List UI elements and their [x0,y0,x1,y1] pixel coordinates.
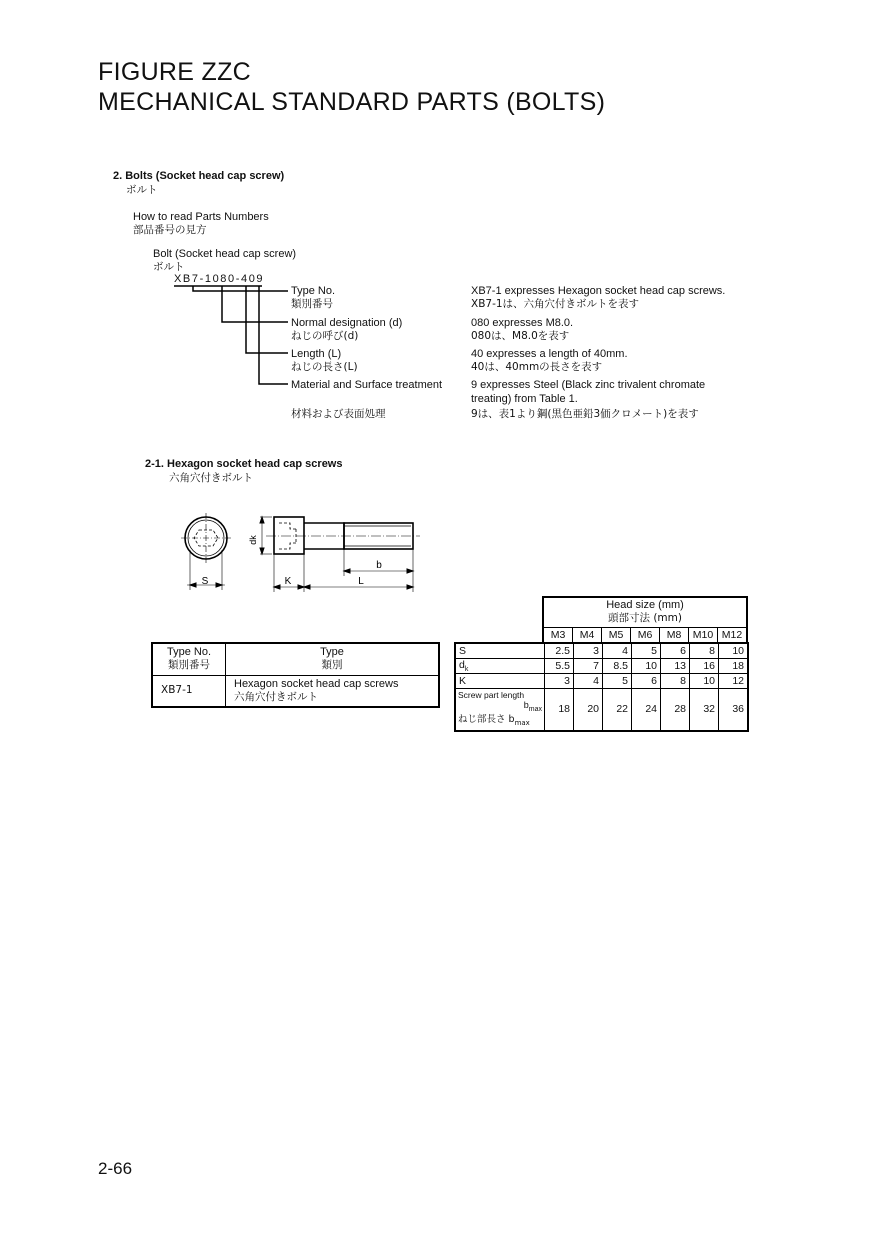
table-row [455,658,748,673]
item-type-no-desc: XB7-1 expresses Hexagon socket head cap screws. [471,285,726,297]
size-col: M3 [543,627,573,642]
table-cell: 4 [603,643,632,658]
item-material-label-jp: 材料および表面処理 [291,408,386,420]
dim-l-label: L [358,576,364,587]
subsection-heading-jp: 六角穴付きボルト [169,472,253,484]
item-length-desc: 40 expresses a length of 40mm. [471,348,628,360]
type-table-col2-en: Type [320,646,344,659]
size-col: M5 [602,627,631,642]
item-type-no-desc-jp: XB7-1は、六角穴付きボルトを表す [471,298,640,310]
head-size-label: Head size (mm) [606,599,684,612]
table-cell: 5 [603,673,632,688]
size-table-header [542,596,748,643]
item-material-desc: 9 expresses Steel (Black zinc trivalent chromate [471,379,706,391]
item-length-label: Length (L) [291,348,342,360]
type-value-en: Hexagon socket head cap screws [234,677,399,690]
type-value-jp: 六角穴付きボルト [234,690,318,703]
type-table-row-type [226,675,440,707]
table-cell: 5 [632,643,661,658]
table-cell: 6 [632,673,661,688]
item-type-no-label: Type No. [291,285,336,297]
head-size-label-jp: 頭部寸法 (mm) [608,612,682,625]
size-table-header-cell [543,597,747,627]
table-cell: 5.5 [545,658,574,673]
dim-s-label: S [201,576,209,587]
item-material-label: Material and Surface treatment [291,379,443,391]
table-cell: 3 [574,643,603,658]
size-col: M12 [718,627,748,642]
table-cell: 20 [574,688,603,731]
size-col: M8 [660,627,689,642]
item-designation-label: Normal designation (d) [291,317,403,329]
size-col: M6 [631,627,660,642]
item-designation-label-jp: ねじの呼び(d) [291,330,359,342]
section-heading: 2. Bolts (Socket head cap screw) [113,170,285,182]
dim-k-label: K [284,576,292,587]
table-cell: 32 [690,688,719,731]
size-col: M10 [689,627,718,642]
table-cell: 10 [632,658,661,673]
size-col: M4 [573,627,602,642]
table-cell: 4 [574,673,603,688]
how-to-read-title-jp: 部品番号の見方 [133,224,207,236]
type-table-col2 [226,643,440,675]
item-designation-desc: 080 expresses M8.0. [471,317,574,329]
table-cell: 16 [690,658,719,673]
item-designation-desc-jp: 080は、M8.0を表す [471,330,570,342]
table-row [455,673,748,688]
dim-b-label: b [376,560,382,571]
row-label: $d_k$ [455,658,545,673]
table-cell: 12 [719,673,749,688]
type-table [151,642,440,708]
table-cell: 8 [690,643,719,658]
item-type-no-label-jp: 類別番号 [291,298,333,310]
type-table-col1-jp: 類別番号 [168,659,210,672]
type-table-row-type-no [152,675,226,707]
table-cell: 6 [661,643,690,658]
page-number: 2-66 [98,1159,133,1178]
item-material-desc-2: treating) from Table 1. [471,393,578,405]
table-cell: 3 [545,673,574,688]
how-to-read-title: How to read Parts Numbers [133,211,269,223]
screw-length-label-jp: ねじ部長さ $b_{max}$ [458,714,530,728]
item-material-desc-jp: 9は、表1より鋼(黒色亜鉛3価クロメート)を表す [471,408,699,420]
table-row [455,688,748,731]
figure-title-line1: FIGURE ZZC [98,58,251,86]
table-cell: 24 [632,688,661,731]
table-row [455,643,748,658]
table-cell: 28 [661,688,690,731]
type-table-col1-en: Type No. [166,646,212,659]
bolt-drawing [0,0,875,600]
screw-length-bmax: $b_{max}$ [523,699,542,713]
row-label: S [455,643,545,658]
size-table [454,642,749,732]
table-cell: 7 [574,658,603,673]
screw-length-label: Screw part length [458,689,525,700]
row-label: K [455,673,545,688]
type-table-col2-jp: 類別 [321,659,343,672]
table-cell: 36 [719,688,749,731]
item-length-desc-jp: 40は、40mmの長さを表す [471,361,603,373]
table-cell: 8 [661,673,690,688]
table-cell: 22 [603,688,632,731]
item-length-label-jp: ねじの長さ(L) [291,361,358,373]
figure-title-line2: MECHANICAL STANDARD PARTS (BOLTS) [98,88,606,116]
table-cell: 10 [719,643,749,658]
part-number: XB7-1080-409 [174,273,265,285]
row-label [455,688,545,731]
table-cell: 10 [690,673,719,688]
dim-dk-label: dk [248,535,258,545]
table-cell: 2.5 [545,643,574,658]
size-header-row [543,627,747,642]
table-cell: 18 [719,658,749,673]
table-cell: 13 [661,658,690,673]
type-table-col1 [152,643,226,675]
table-cell: 18 [545,688,574,731]
bolt-label: Bolt (Socket head cap screw) [153,248,297,260]
type-no-value: XB7-1 [161,684,193,697]
section-heading-jp: ボルト [126,184,158,196]
subsection-heading: 2-1. Hexagon socket head cap screws [145,458,343,470]
bolt-label-jp: ボルト [153,261,185,273]
table-cell: 8.5 [603,658,632,673]
